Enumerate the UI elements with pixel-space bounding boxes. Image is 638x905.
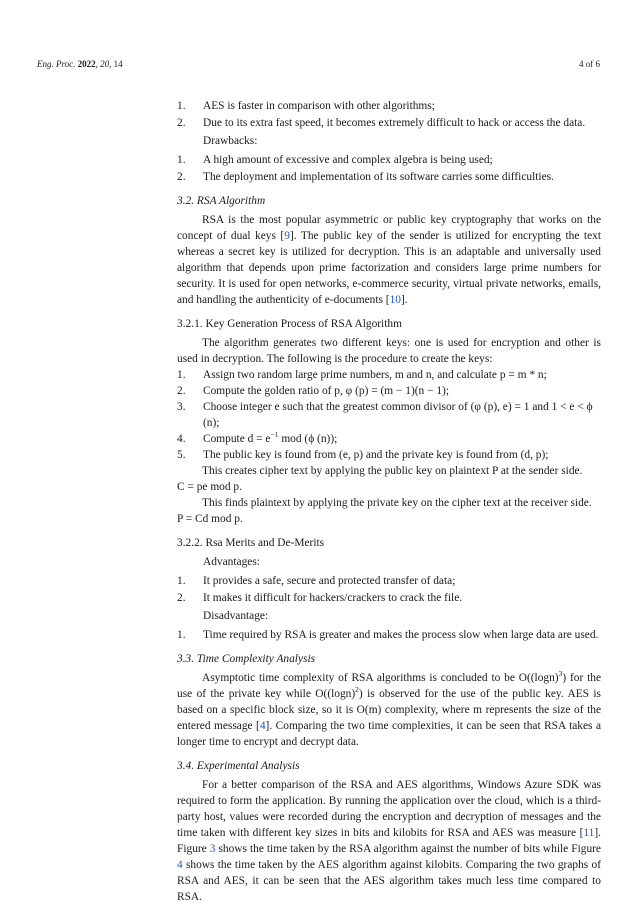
- advantages-label: Advantages:: [203, 556, 260, 568]
- list-item: 2. Due to its extra fast speed, it becomes extremely difficult to hack or access the data.: [177, 117, 586, 129]
- figure-link[interactable]: 3: [209, 843, 216, 855]
- paragraph: For a better comparison of the RSA and AES algorithms, Windows Azure SDK was required to form the application. By running the application over the cloud, which is a third-party host, values were recorded during the encryption and decryption of messages and the time taken with different key sizes in bits and kilobits for RSA and AES was measure [11]. Figure 3 shows the time taken by the RSA algorithm against the number of bits while Figure 4 shows the time taken by the AES algorithm against kilobits. Comparing the two graphs of RSA and AES, it can be seen that the AES algorithm takes much less time compared to RSA.: [177, 779, 601, 903]
- main-content: [177, 98, 601, 905]
- formula: P = Cd mod p.: [177, 513, 243, 525]
- citation-link[interactable]: 10: [389, 294, 401, 306]
- formula: C = pe mod p.: [177, 481, 242, 493]
- section-heading-3-2: 3.2. RSA Algorithm: [177, 195, 266, 207]
- citation-link[interactable]: 4: [259, 720, 266, 732]
- list-item: 3. Choose integer e such that the greatest common divisor of (φ (p), e) = 1 and 1 < e < ϕ (n);: [177, 401, 593, 429]
- paragraph: The algorithm generates two different keys: one is used for encryption and other is used in decryption. The following is the procedure to create the keys:: [177, 337, 601, 365]
- list-item: 2. It makes it difficult for hackers/crackers to crack the file.: [177, 592, 463, 604]
- paragraph: This creates cipher text by applying the public key on plaintext P at the sender side.: [202, 465, 583, 477]
- journal-name: Eng. Proc.: [37, 59, 76, 69]
- journal-year: 2022: [77, 59, 96, 69]
- page-number: 4 of 6: [579, 59, 600, 69]
- list-item: 2. Compute the golden ratio of p, φ (p) = (m − 1)(n − 1);: [177, 385, 450, 397]
- paragraph: This finds plaintext by applying the private key on the cipher text at the receiver side.: [202, 497, 592, 509]
- section-heading-3-4: 3.4. Experimental Analysis: [177, 760, 300, 772]
- citation-link[interactable]: 9: [284, 230, 290, 242]
- disadvantage-label: Disadvantage:: [203, 610, 269, 622]
- article-number: 14: [113, 59, 123, 69]
- journal-citation: Eng. Proc. 2022, 20, 14: [37, 59, 123, 69]
- paragraph: Asymptotic time complexity of RSA algorithms is concluded to be $O((\log n)^3)$ for the use of the private key while $O((\log n)^2)$ is observed for the use of the public key. AES is based on a specific block size, so it is O(m) complexity, where m represents the size of the entered message [4]. Comparing the two time complexities, it can be seen that RSA takes a longer time to encrypt and decrypt data.: [177, 669, 601, 748]
- section-heading-3-3: 3.3. Time Complexity Analysis: [177, 653, 316, 665]
- subsection-heading-3-2-1: 3.2.1. Key Generation Process of RSA Algorithm: [177, 318, 402, 330]
- list-item: 1. It provides a safe, secure and protected transfer of data;: [177, 575, 456, 587]
- drawbacks-label: Drawbacks:: [203, 135, 258, 147]
- list-item: 1. Assign two random large prime numbers, m and n, and calculate p = m * n;: [177, 369, 547, 381]
- list-item: 1. Time required by RSA is greater and makes the process slow when large data are used.: [177, 629, 599, 641]
- paragraph: RSA is the most popular asymmetric or public key cryptography that works on the concept of dual keys [9]. The public key of the sender is utilized for encrypting the text whereas a secret key is utilized for decryption. This is an adaptable and universally used algorithm that depends upon prime factorization and considers large prime numbers for security. It is used for open networks, e-commerce security, virtual private networks, emails, and handling the authenticity of e-documents [10].: [177, 214, 601, 306]
- subsection-heading-3-2-2: 3.2.2. Rsa Merits and De-Merits: [177, 537, 325, 549]
- list-item: 1. A high amount of excessive and complex algebra is being used;: [177, 154, 493, 166]
- journal-volume: 20: [100, 59, 110, 69]
- page-header: [37, 59, 600, 73]
- citation-link[interactable]: 11: [583, 827, 595, 839]
- list-item: 4. Compute $d = e^{-1}$ mod (ϕ (n));: [177, 430, 338, 445]
- list-item: 5. The public key is found from (e, p) and the private key is found from (d, p);: [177, 449, 549, 461]
- list-item: 1. AES is faster in comparison with other algorithms;: [177, 100, 435, 112]
- figure-link[interactable]: 4: [177, 859, 183, 871]
- list-item: 2. The deployment and implementation of its software carries some difficulties.: [177, 171, 554, 183]
